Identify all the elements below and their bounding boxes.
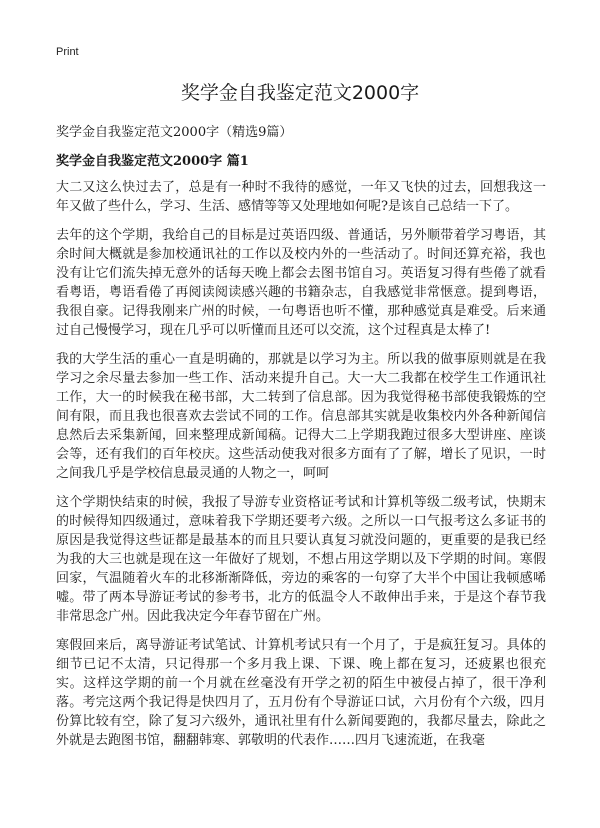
article-body [56,178,546,760]
document-subtitle: 奖学金自我鉴定范文2000字（精选9篇） [56,125,293,140]
section-title: 奖学金自我鉴定范文2000字 篇1 [56,154,249,169]
print-link[interactable]: Print [56,46,79,58]
paragraph-3: 我的大学生活的重心一直是明确的，那就是以学习为主。所以我的做事原则就是在我学习之余尽量去参加一些工作、活动来提升自己。大一大二我都在校学生工作通讯社工作，大一的时候我在秘书部，大二转到了信息部。因为我觉得秘书部使我锻炼的空间有限，而且我也很喜欢去尝试不同的工作。信息部其实就是收集校内外各种新闻信息然后去采集新闻，回来整理成新闻稿。记得大二上学期我跑过很多大型讲座、座谈会等，还有我们的百年校庆。这些活动使我对很多方面有了了解，增长了见识，一时之间我几乎是学校信息最灵通的人物之一，呵呵 [56,352,546,481]
paragraph-2: 去年的这个学期，我给自己的目标是过英语四级、普通话，另外顺带着学习粤语，其余时间大概就是参加校通讯社的工作以及校内外的一些活动了。时间还算充裕，我也没有让它们流失掉无意外的话每天晚上都会去图书馆自习。英语复习得有些倦了就看看粤语，粤语看倦了再阅读阅读感兴趣的书籍杂志，自我感觉非常惬意。提到粤语，我很自豪。记得我刚来广州的时候，一句粤语也听不懂，那种感觉真是难受。后来通过自己慢慢学习，现在几乎可以听懂而且还可以交流，这个过程真是太棒了! [56,228,546,338]
paragraph-5: 寒假回来后，离导游证考试笔试、计算机考试只有一个月了，于是疯狂复习。具体的细节已记不太清，只记得那一个多月我上课、下课、晚上都在复习，还疲累也很充实。这样这学期的前一个月就在丝毫没有开学之初的陌生中被侵占掉了，很干净利落。考完这两个我记得是快四月了，五月份有个导游证口试，六月份有个六级，四月份算比较有空，除了复习六级外，通讯社里有什么新闻要跑的，我都尽量去，除此之外就是去跑图书馆，翻翻韩寒、郭敬明的代表作……四月飞速流逝，在我毫 [56,638,546,748]
paragraph-4: 这个学期快结束的时候，我报了导游专业资格证考试和计算机等级二级考试，快期末的时候得知四级通过，意味着我下学期还要考六级。之所以一口气报考这么多证书的原因是我觉得这些证都是最基本的而且只要认真复习就没问题的，更重要的是我已经为我的大三也就是现在这一年做好了规划，不想占用这学期以及下学期的时间。寒假回家，气温随着火车的北移渐渐降低，旁边的乘客的一句穿了大半个中国让我顿感唏嘘。带了两本导游证考试的参考书，北方的低温令人不敢伸出手来，于是这个春节我非常思念广州。因此我决定今年春节留在广州。 [56,495,546,624]
page-title: 奖学金自我鉴定范文2000字 [180,82,420,104]
paragraph-1: 大二又这么快过去了，总是有一种时不我待的感觉，一年又飞快的过去，回想我这一年又做了些什么，学习、生活、感情等等又处理地如何呢?是该自己总结一下了。 [56,180,546,214]
